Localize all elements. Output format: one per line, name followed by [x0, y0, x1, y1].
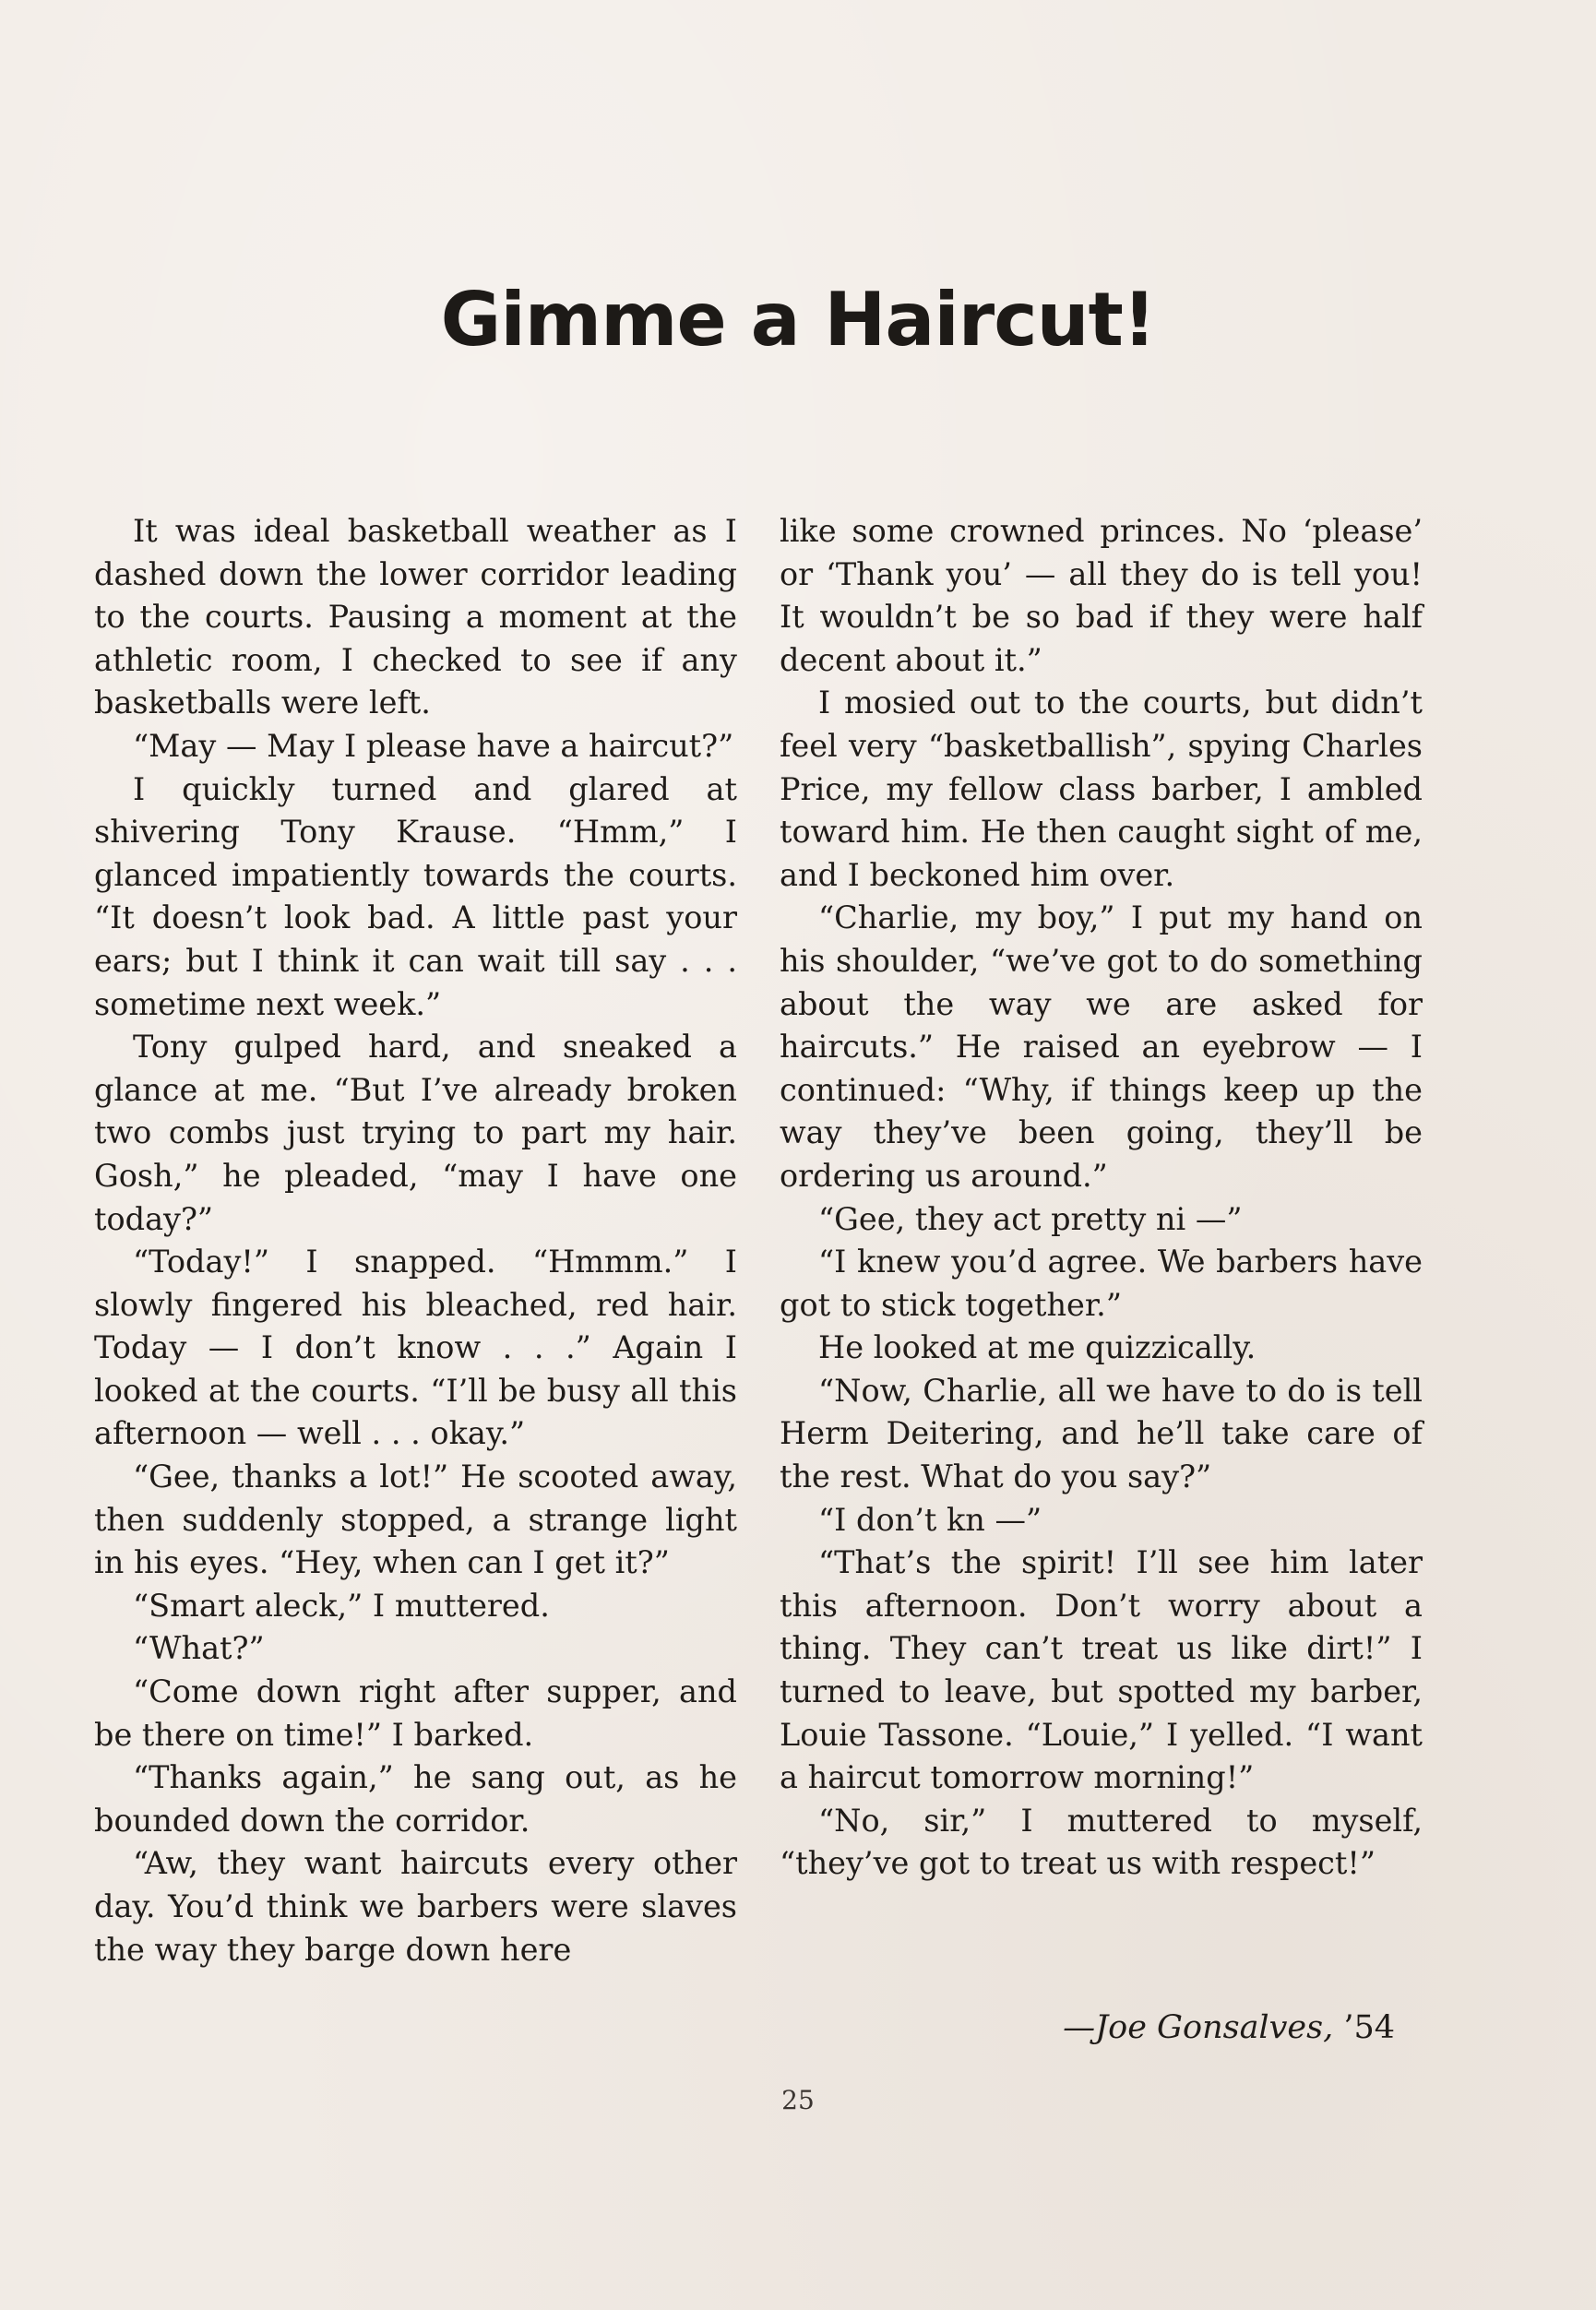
- paragraph: “Charlie, my boy,” I put my hand on his shoulder, “we’ve got to do something about the way we are asked for haircuts.” He raised an eyebrow — I continued: “Why, if things keep up the way they’ve been going, they’ll be ordering us around.”: [780, 899, 1423, 1194]
- author-name: —Joe Gonsalves,: [1063, 2009, 1344, 2046]
- paragraph: “May — May I please have a haircut?”: [133, 727, 734, 764]
- paragraph: “What?”: [133, 1630, 265, 1667]
- author-byline: [1063, 2009, 1395, 2046]
- paragraph: “No, sir,” I muttered to myself, “they’ve got to treat us with respect!”: [780, 1802, 1423, 1882]
- paragraph: He looked at me quizzically.: [818, 1329, 1257, 1366]
- paragraph: “Gee, thanks a lot!” He scooted away, then suddenly stopped, a strange light in his eyes. “Hey, when can I get it?”: [94, 1459, 737, 1581]
- paragraph: “Aw, they want haircuts every other day. You’d think we barbers were slaves the way they barge down here: [94, 1845, 737, 1968]
- paragraph-continued: like some crowned princes. No ‘please’ or ‘Thank you’ — all they do is tell you! It wouldn’t be so bad if they were half decent about it.”: [780, 513, 1423, 678]
- paragraph: “Gee, they act pretty ni —”: [818, 1200, 1243, 1237]
- right-column: [780, 510, 1423, 1886]
- left-column: [94, 510, 737, 1971]
- page-number: 25: [781, 2085, 815, 2115]
- paragraph: It was ideal basketball weather as I dashed down the lower corridor leading to the courts. Pausing a moment at the athletic room, I checked to see if any basketballs were left.: [94, 513, 737, 721]
- paragraph: I mosied out to the courts, but didn’t feel very “basketballish”, spying Charles Price, my fellow class barber, I ambled toward him. He then caught sight of me, and I beckoned him over.: [780, 685, 1423, 893]
- paragraph: “Today!” I snapped. “Hmmm.” I slowly fingered his bleached, red hair. Today — I don’t know . . .” Again I looked at the courts. “I’ll be busy all this afternoon — well . . . okay.”: [94, 1244, 737, 1452]
- paragraph: I quickly turned and glared at shivering Tony Krause. “Hmm,” I glanced impatiently towards the courts. “It doesn’t look bad. A little past your ears; but I think it can wait till say . . . sometime next week.”: [94, 770, 737, 1022]
- paragraph: “Smart aleck,” I muttered.: [133, 1587, 550, 1624]
- paragraph: “That’s the spirit! I’ll see him later this afternoon. Don’t worry about a thing. They can’t treat us like dirt!” I turned to leave, but spotted my barber, Louie Tassone. “Louie,” I yelled. “I want a haircut tomorrow morning!”: [780, 1544, 1423, 1796]
- article-title: Gimme a Haircut!: [440, 277, 1156, 363]
- paragraph: “Come down right after supper, and be there on time!” I barked.: [94, 1673, 737, 1753]
- paragraph: “I knew you’d agree. We barbers have got to stick together.”: [780, 1244, 1423, 1323]
- author-class-year: ’54: [1343, 2009, 1395, 2046]
- paragraph: “I don’t kn —”: [818, 1501, 1042, 1538]
- paragraph: “Thanks again,” he sang out, as he bounded down the corridor.: [94, 1759, 737, 1839]
- paragraph: Tony gulped hard, and sneaked a glance at me. “But I’ve already broken two combs just trying to part my hair. Gosh,” he pleaded, “may I have one today?”: [94, 1029, 737, 1237]
- paragraph: “Now, Charlie, all we have to do is tell Herm Deitering, and he’ll take care of the rest. What do you say?”: [780, 1372, 1423, 1495]
